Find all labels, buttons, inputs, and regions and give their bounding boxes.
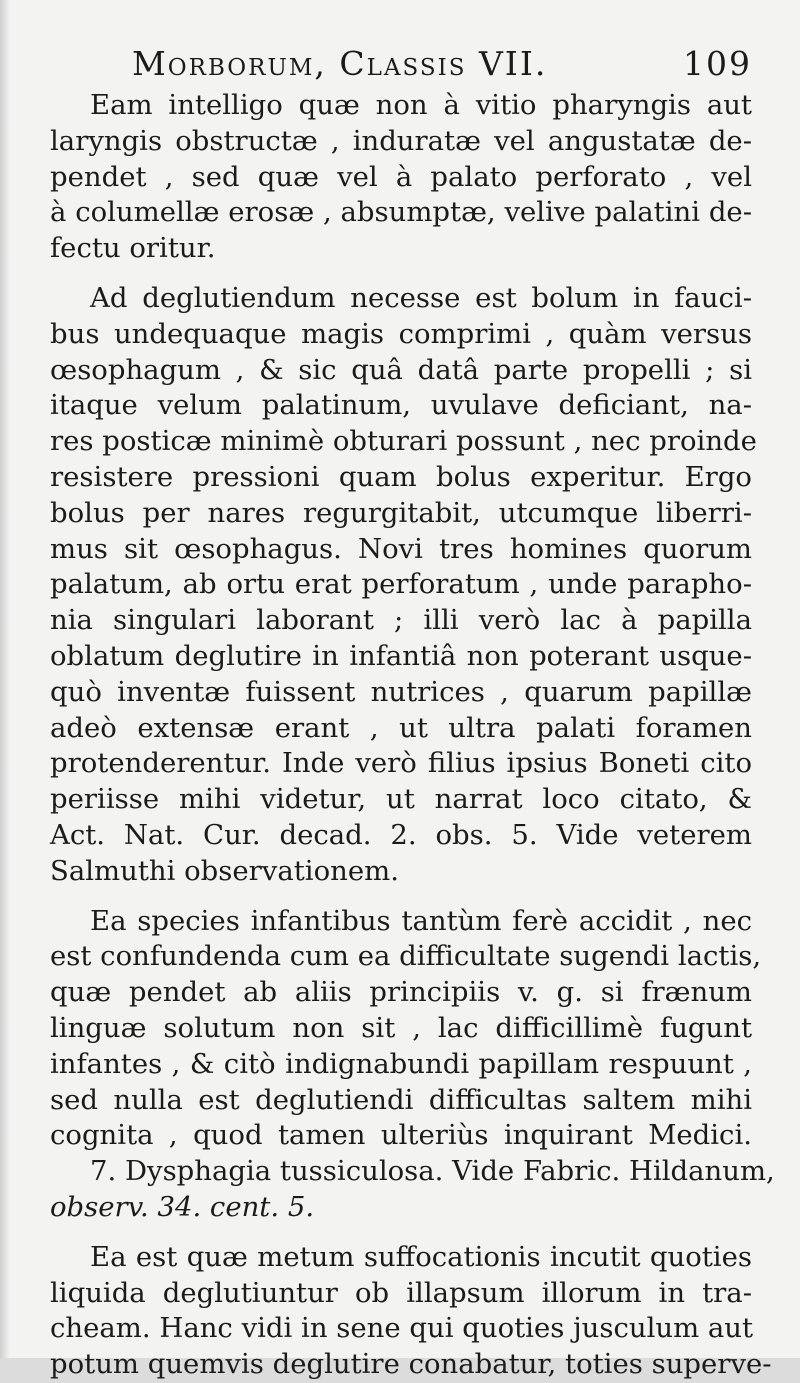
- text-line: Eam intelligo quæ non à vitio pharyngis aut: [90, 89, 752, 121]
- text-line: Ea species infantibus tantùm ferè accidit , nec: [90, 904, 752, 937]
- running-header: [50, 38, 752, 88]
- paragraph-gap: [50, 890, 752, 904]
- running-title: Morborum, Classis VII.: [132, 44, 548, 83]
- text-line: periisse mihi videtur, ut narrat loco citato, &: [50, 783, 752, 816]
- page-number: 109: [683, 44, 752, 83]
- text-line: laryngis obstructæ , induratæ vel angustatæ de-: [50, 124, 752, 157]
- text-line: est confundenda cum ea difficultate sugendi lactis,: [50, 940, 762, 973]
- text-line: cognita , quod tamen ulteriùs inquirant Medici.: [50, 1119, 752, 1152]
- text-line: pendet , sed quæ vel à palato perforato , vel: [50, 160, 752, 193]
- text-line: linguæ solutum non sit , lac difficillimè fugunt: [50, 1011, 752, 1044]
- paragraph: [50, 904, 762, 1155]
- text-line: Ad deglutiendum necesse est bolum in fauci-: [90, 281, 752, 314]
- page-content: [50, 38, 775, 1383]
- text-line: itaque velum palatinum, uvulave deficiant, na-: [50, 389, 752, 422]
- text-line: adeò extensæ erant , ut ultra palati foramen: [50, 711, 752, 744]
- text-line: infantes , & citò indignabundi papillam respuunt ,: [50, 1047, 752, 1080]
- text-line: res posticæ minimè obturari possunt , nec proinde: [50, 425, 757, 458]
- text-line: œsophagum , & sic quâ datâ parte propelli ; si: [50, 353, 752, 386]
- paragraph: [50, 88, 752, 267]
- text-line: resistere pressioni quam bolus experitur. Ergo: [50, 460, 752, 493]
- text-line: bus undequaque magis comprimi , quàm versus: [50, 317, 752, 350]
- text-line: Act. Nat. Cur. decad. 2. obs. 5. Vide veterem: [50, 818, 752, 851]
- paragraph: [50, 1240, 772, 1383]
- text-line: cheam. Hanc vidi in sene qui quoties jusculum aut: [50, 1312, 754, 1345]
- text-line: quò inventæ fuissent nutrices , quarum papillæ: [50, 675, 752, 708]
- text-line: palatum, ab ortu erat perforatum , unde parapho-: [50, 568, 752, 601]
- text-line: protenderentur. Inde verò filius ipsius Boneti cito: [50, 747, 752, 780]
- paragraph-gap: [50, 267, 752, 281]
- text-line: Ea est quæ metum suffocationis incutit quoties: [90, 1240, 752, 1273]
- text-line: oblatum deglutire in infantiâ non poterant usque-: [50, 639, 752, 672]
- text-line: bolus per nares regurgitabit, utcumque liberri-: [50, 496, 752, 529]
- text-line: liquida deglutiuntur ob illapsum illorum in tra-: [50, 1276, 752, 1309]
- text-line: à columellæ erosæ , absumptæ, velive palatini de-: [50, 196, 752, 229]
- section-heading: [50, 1154, 775, 1226]
- text-line: nia singulari laborant ; illi verò lac à papilla: [50, 604, 752, 637]
- paragraph: [50, 281, 757, 890]
- text-line: sed nulla est deglutiendi difficultas saltem mihi: [50, 1083, 752, 1116]
- paragraph-gap: [50, 1226, 752, 1240]
- text-line: observ. 34. cent. 5.: [50, 1190, 315, 1223]
- text-line: fectu oritur.: [50, 232, 216, 265]
- text-line: quæ pendet ab aliis principiis v. g. si frænum: [50, 976, 752, 1009]
- page-edge-shadow: [0, 0, 10, 1358]
- text-line: Salmuthi observationem.: [50, 854, 399, 887]
- text-line: 7. Dysphagia tussiculosa. Vide Fabric. Hildanum,: [90, 1155, 775, 1188]
- text-line: potum quemvis deglutire conabatur, toties superve-: [50, 1348, 772, 1381]
- text-line: mus sit œsophagus. Novi tres homines quorum: [50, 532, 752, 565]
